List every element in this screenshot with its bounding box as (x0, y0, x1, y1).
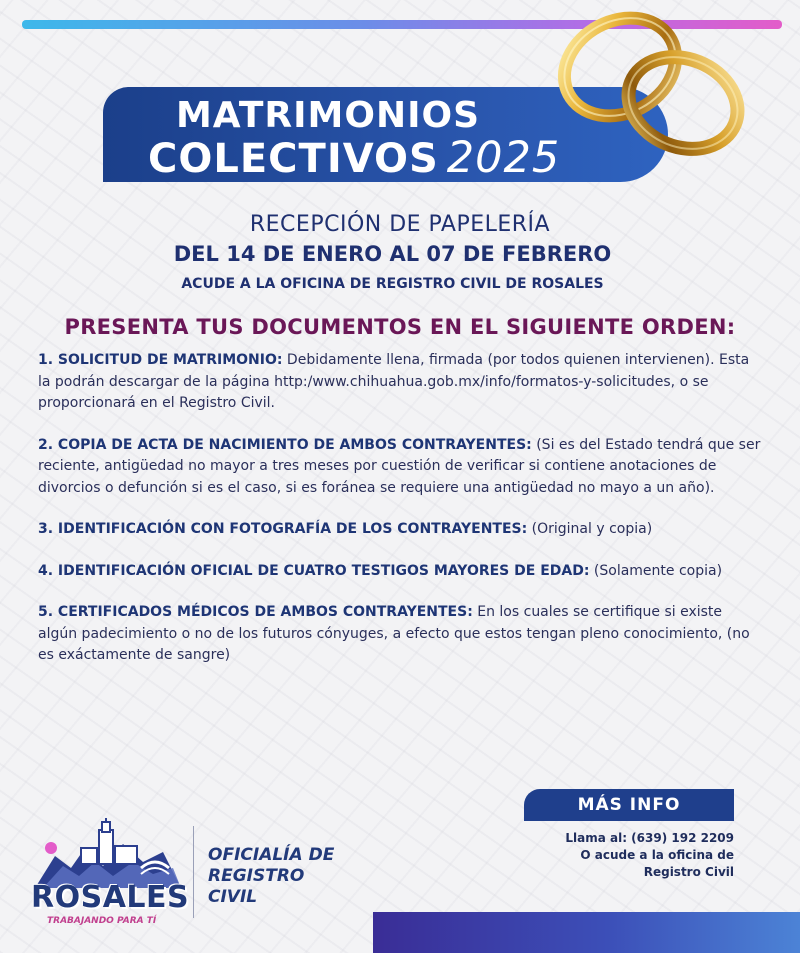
document-item-text: (Si es del Estado tendrá que ser reciente, antigüedad no mayor a tres meses por cuestión de verificar si contiene anotaciones de divorcios o defunción si es el caso, si es foránea se requiere una antigüedad no mayo a un año). (38, 436, 761, 496)
reception-title: RECEPCIÓN DE PAPELERÍA (249, 212, 551, 237)
document-item-lead: 4. IDENTIFICACIÓN OFICIAL DE CUATRO TESTIGOS MAYORES DE EDAD: (38, 562, 590, 579)
contact-phone: Llama al: (639) 192 2209 (565, 831, 734, 845)
document-item-text: En los cuales se certifique si existe algún padecimiento o no de los futuros cónyuges, a efecto que estos tengan pleno conocimiento, (no es exáctamente de sangre) (38, 604, 750, 663)
reception-dates: DEL 14 DE ENERO AL 07 DE FEBRERO (173, 242, 612, 266)
bottom-gradient-bar (373, 912, 800, 953)
document-item-lead: 1. SOLICITUD DE MATRIMONIO: (38, 352, 283, 368)
logo-tagline: TRABAJANDO PARA TÍ (47, 916, 157, 926)
office-note: ACUDE A LA OFICINA DE REGISTRO CIVIL DE ROSALES (181, 276, 604, 292)
document-item-4 (38, 561, 763, 583)
wedding-rings-icon (548, 5, 758, 170)
document-item-lead: 3. IDENTIFICACIÓN CON FOTOGRAFÍA DE LOS CONTRAYENTES: (38, 521, 528, 537)
contact-line2: O acude a la oficina de (580, 848, 734, 862)
document-item-2 (38, 435, 763, 500)
documents-heading: PRESENTA TUS DOCUMENTOS EN EL SIGUIENTE ORDEN: (64, 315, 736, 339)
document-item-text: Debidamente llena, firmada (por todos quienen intervienen). Esta la podrán descargar de la página http:/www.chihuahua.gob.mx/info/formatos-y-solicitudes, o se proporcionará en el Registro Civil. (38, 352, 750, 411)
office-line3: CIVIL (208, 887, 258, 907)
document-item-lead: 5. CERTIFICADOS MÉDICOS DE AMBOS CONTRAYENTES: (38, 604, 473, 620)
office-name (208, 845, 334, 908)
footer-divider (193, 826, 194, 918)
documents-list (38, 350, 763, 687)
office-line1: OFICIALÍA DE (208, 845, 335, 865)
logo-wordmark: ROSALES (31, 880, 190, 915)
more-info-label: MÁS INFO (577, 795, 681, 815)
more-info-banner (524, 789, 734, 821)
contact-line3: Registro Civil (643, 865, 734, 879)
title-line1: MATRIMONIOS (175, 95, 481, 136)
title-year: 2025 (446, 133, 561, 183)
title-line2 (148, 133, 560, 183)
document-item-5 (38, 602, 763, 667)
office-line2: REGISTRO (208, 866, 305, 886)
contact-info (500, 830, 734, 881)
document-item-text: (Solamente copia) (589, 562, 723, 579)
document-item-1 (38, 350, 763, 415)
title-line2-text: COLECTIVOS (148, 136, 439, 182)
document-item-3 (38, 519, 763, 541)
document-item-lead: 2. COPIA DE ACTA DE NACIMIENTO DE AMBOS CONTRAYENTES: (38, 436, 532, 453)
document-item-text: (Original y copia) (527, 521, 653, 537)
